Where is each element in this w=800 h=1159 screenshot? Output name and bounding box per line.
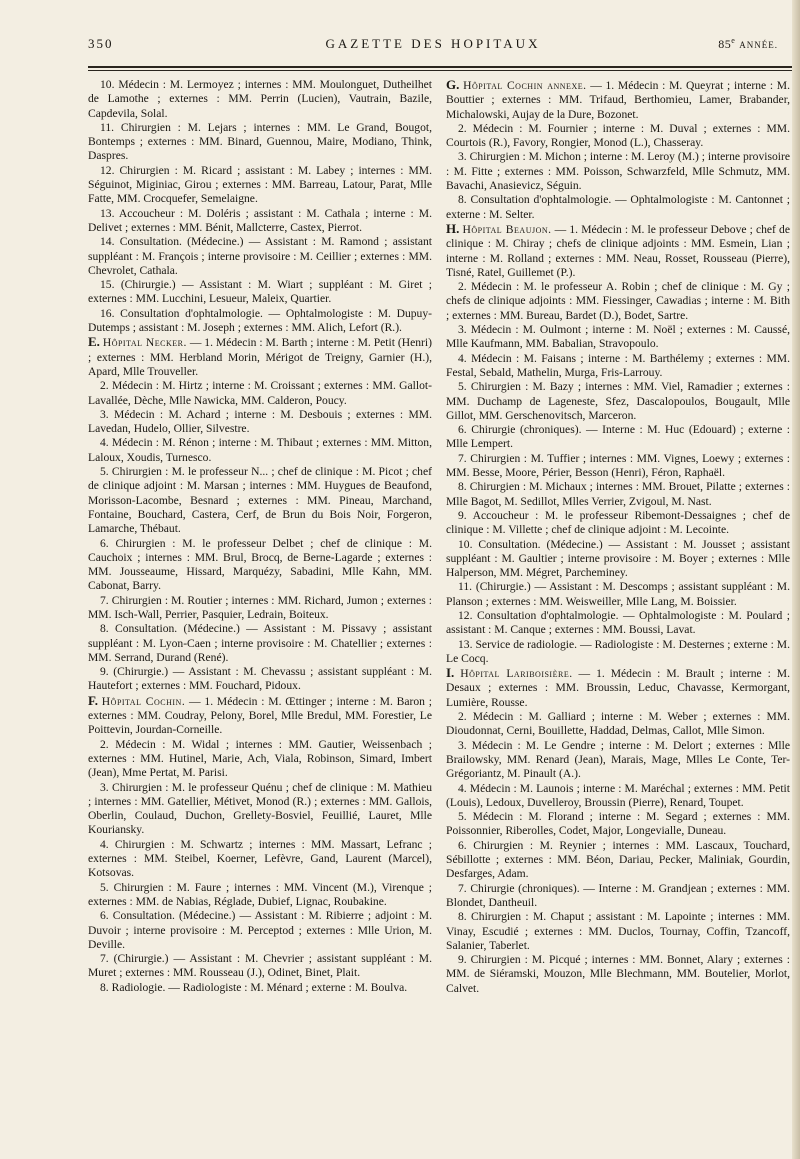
- service-entry: 16. Consultation d'ophtalmologie. — Ophtalmologiste : M. Dupuy-Dutemps ; assistant : M. Joseph ; externes : MM. Alich, Lefort (R.).: [88, 306, 432, 335]
- service-entry: 7. (Chirurgie.) — Assistant : M. Chevrier ; assistant suppléant : M. Muret ; externes : MM. Rousseau (J.), Odinet, Binet, Plait.: [88, 952, 432, 980]
- service-entry: 5. Médecin : M. Florand ; interne : M. Segard ; externes : MM. Poissonnier, Riberolles, Codet, Major, Longevialle, Duneau.: [446, 810, 790, 838]
- service-entry: 9. Accoucheur : M. le professeur Ribemont-Dessaignes ; chef de clinique : M. Villette ; chef de clinique adjoint : M. Lecointe.: [446, 508, 790, 537]
- year-word: ANNÉE.: [739, 40, 778, 50]
- service-entry: 2. Médecin : M. Widal ; internes : MM. Gautier, Weissenbach ; externes : MM. Hutinel, Marie, Ach, Viala, Robinson, Simard, Imbert (Jean), Mme Pertat, M. Parisi.: [88, 737, 432, 780]
- hospital-name: Hôpital Cochin annexe.: [463, 79, 587, 92]
- service-entry: 12. Chirurgien : M. Ricard ; assistant : M. Labey ; internes : MM. Séguinot, Miginiac, Girou ; externes : MM. Barreau, Latour, Parat, Mlle Fatte, MM. Crocquefer, Semelaigne.: [88, 163, 432, 206]
- service-entry: 4. Médecin : M. Launois ; interne : M. Maréchal ; externes : MM. Petit (Louis), Ledoux, Duvelleroy, Broussin (Pierre), Renard, Toupet.: [446, 781, 790, 809]
- page-header: [88, 36, 778, 56]
- hospital-name: Hôpital Lariboisière.: [460, 667, 573, 681]
- service-entry: 14. Consultation. (Médecine.) — Assistant : M. Ramond ; assistant suppléant : M. François ; interne provisoire : M. Ceillier ; externes : MM. Chevrolet, Cathala.: [88, 235, 432, 277]
- hospital-name: Hôpital Cochin.: [101, 694, 186, 708]
- service-entry: 3. Médecin : M. Achard ; interne : M. Desbouis ; externes : MM. Lavedan, Hudelo, Ollier, Silvestre.: [88, 407, 432, 436]
- service-entry: 5. Chirurgien : M. le professeur N... ; chef de clinique : M. Picot ; chef de clinique adjoint : M. Marsan ; internes : MM. Huygues de Beaufond, Morisson-Lacombe, Besnard ; externes : MM. Pineau, Marchand, Fontaine, Bouchard, Castera, Cerf, de Brun du Bois Noir, Forgeron, Lamarche, Thébaut.: [88, 465, 432, 536]
- service-text: — 1. Médecin : M. Barth ; interne : M. Petit (Henri) ; externes : MM. Herbland Morin, Mérigot de Treigny, Garnier (H.), Apard, Mlle Trouveller.: [88, 336, 432, 378]
- header-rule-thick: [88, 66, 793, 68]
- section-letter: I.: [446, 665, 455, 681]
- service-entry: 5. Chirurgien : M. Bazy ; internes : MM. Viel, Ramadier ; externes : MM. Duchamp de Lageneste, Sfez, Dascalopoulos, Bougault, Mlle Gillot, MM. Gerschenovitsch, Marceron.: [446, 380, 790, 422]
- service-entry: 10. Consultation. (Médecine.) — Assistant : M. Jousset ; assistant suppléant : M. Gaultier ; interne provisoire : M. Boyer ; externes : Mlle Halperson, MM. Mégret, Parcheminey.: [446, 537, 790, 580]
- service-entry: 6. Chirurgien : M. le professeur Delbet ; chef de clinique : M. Cauchoix ; internes : MM. Brul, Brocq, de Berne-Lagarde ; externes : MM. Jousseaume, Hissard, Marquézy, Sabadini, Mlle Kahn, MM. Cabonat, Barry.: [88, 536, 432, 593]
- service-entry: 2. Médecin : M. Hirtz ; interne : M. Croissant ; externes : MM. Gallot-Lavallée, Dèche, Mlle Nawicka, MM. Calderon, Poucy.: [88, 379, 432, 407]
- service-entry: 6. Chirurgie (chroniques). — Interne : M. Huc (Edouard) ; externe : Mlle Lempert.: [446, 423, 790, 451]
- service-entry: 13. Service de radiologie. — Radiologiste : M. Desternes ; externe : M. Le Cocq.: [446, 637, 790, 665]
- service-text: — 1. Médecin : M. Œttinger ; interne : M. Baron ; externes : MM. Coudray, Pelony, Borel, Mlle Bredul, MM. Forestier, Le Poittevin, Jourdan-Corneille.: [88, 694, 432, 737]
- service-entry: 4. Médecin : M. Faisans ; interne : M. Barthélemy ; externes : MM. Festal, Sebald, Mathelin, Murga, Fris-Larrouy.: [446, 351, 790, 379]
- section-letter: G.: [446, 77, 460, 92]
- service-entry: 2. Médecin : M. le professeur A. Robin ; chef de clinique : M. Gy ; chefs de clinique adjoints : MM. Fiessinger, Cawadias ; interne : M. Bith ; externes : MM. Bureau, Bardet (D.), Bodet, Sartre.: [446, 280, 790, 322]
- left-column: [88, 78, 432, 995]
- service-entry: 3. Chirurgien : M. Michon ; interne : M. Leroy (M.) ; interne provisoire : M. Fitte ; externes : MM. Poisson, Schwarzfeld, Mlle Schmutz, MM. Bavachi, Anasievicz, Séguin.: [446, 150, 790, 193]
- hospital-section-heading: [88, 694, 432, 738]
- service-text: — 1. Médecin : M. Queyrat ; interne : M. Bouttier ; externes : MM. Trifaud, Berthomieu, Lamer, Brabander, Michalowski, Aujay de la Dure, Bozonet.: [446, 79, 790, 121]
- hospital-section-heading: [446, 78, 790, 122]
- hospital-section-heading: [446, 666, 790, 710]
- service-entry: 8. Consultation. (Médecine.) — Assistant : M. Pissavy ; assistant suppléant : M. Lyon-Caen ; interne provisoire : M. Chatellier ; externes : MM. Serrand, Durand (René).: [88, 622, 432, 664]
- service-text: — 1. Médecin : M. le professeur Debove ; chef de clinique : M. Chiray ; chefs de clinique adjoints : MM. Esmein, Lian ; interne : M. Rolland ; externes : MM. Neau, Rosset, Rousseau (Pierre), Tisné, Ratel, Guillemet (P.).: [446, 222, 790, 279]
- page-number: 350: [88, 36, 114, 51]
- hospital-name: Hôpital Necker.: [102, 336, 187, 350]
- service-entry: 11. (Chirurgie.) — Assistant : M. Descomps ; assistant suppléant : M. Planson ; externes : MM. Weisweiller, Mlle Lang, M. Boissier.: [446, 580, 790, 608]
- service-entry: 13. Accoucheur : M. Doléris ; assistant : M. Cathala ; interne : M. Delivet ; externes : MM. Bénit, Mallcterre, Castex, Pierrot.: [88, 206, 432, 234]
- service-entry: 9. Chirurgien : M. Picqué ; internes : MM. Bonnet, Alary ; externes : MM. de Siéramski, Mouzon, Mlle Blechmann, MM. Boutelier, Morlot, Calvet.: [446, 953, 790, 995]
- service-entry: 7. Chirurgien : M. Routier ; internes : MM. Richard, Jumon ; externes : MM. Isch-Wall, Perrier, Pasquier, Ledrain, Boiteux.: [88, 593, 432, 621]
- publication-title: GAZETTE DES HOPITAUX: [325, 36, 541, 51]
- service-entry: 15. (Chirurgie.) — Assistant : M. Wiart ; suppléant : M. Giret ; externes : MM. Lucchini, Lesueur, Maleix, Quartier.: [88, 278, 432, 306]
- section-letter: H.: [446, 220, 460, 236]
- section-letter: F.: [88, 692, 98, 708]
- service-entry: 4. Médecin : M. Rénon ; interne : M. Thibaut ; externes : MM. Mitton, Laloux, Xoudis, Turnesco.: [88, 436, 432, 464]
- service-entry: 7. Chirurgien : M. Tuffier ; internes : MM. Vignes, Loewy ; externes : MM. Besse, Moore, Périer, Besson (Henri), Féron, Raphaël.: [446, 451, 790, 480]
- service-entry: 6. Chirurgien : M. Reynier ; internes : MM. Lascaux, Touchard, Sébillotte ; externes : MM. Béon, Dariau, Pecker, Maliniak, Gourdin, Desfarges, Adam.: [446, 838, 790, 881]
- service-text: — 1. Médecin : M. Brault ; interne : M. Desaux ; externes : MM. Broussin, Leduc, Chavasse, Kermorgant, Lumière, Rousse.: [446, 667, 790, 709]
- service-entry: 12. Consultation d'ophtalmologie. — Ophtalmologiste : M. Poulard ; assistant : M. Canque ; externes : MM. Boussi, Lavat.: [446, 608, 790, 637]
- service-entry: 3. Chirurgien : M. le professeur Quénu ; chef de clinique : M. Mathieu ; internes : MM. Gatellier, Métivet, Monod (R.) ; externes : MM. Gallois, Oberlin, Coulaud, Duchon, Grellety-Bosviel, Feuillié, Lauret, Mlle Kouriansky.: [88, 780, 432, 837]
- service-entry: 4. Chirurgien : M. Schwartz ; internes : MM. Massart, Lefranc ; externes : MM. Steibel, Koerner, Lefèvre, Gand, Laurent (Marcel), Kotsovas.: [88, 837, 432, 880]
- service-entry: 8. Chirurgien : M. Michaux ; internes : MM. Brouet, Pilatte ; externes : Mlle Bagot, M. Sedillot, Mlles Verrier, Zvigoul, M. Nast.: [446, 480, 790, 508]
- service-entry: 2. Médecin : M. Fournier ; interne : M. Duval ; externes : MM. Courtois (R.), Favory, Rongier, Monod (L.), Chasseray.: [446, 121, 790, 150]
- service-entry: 8. Chirurgien : M. Chaput ; assistant : M. Lapointe ; internes : MM. Vinay, Escudié ; externes : MM. Duclos, Tournay, Coffin, Tzancoff, Salanier, Taberlet.: [446, 910, 790, 952]
- section-letter: E.: [88, 334, 100, 350]
- year-number: 85: [718, 37, 732, 51]
- service-entry: 10. Médecin : M. Lermoyez ; internes : MM. Moulonguet, Dutheilhet de Lamothe ; externes : MM. Perrin (Lucien), Vautrain, Bazile, Capdevila, Solal.: [88, 78, 432, 120]
- service-entry: 6. Consultation. (Médecine.) — Assistant : M. Ribierre ; adjoint : M. Duvoir ; interne provisoire : M. Perceptod ; externes : Mlle Urion, M. Deville.: [88, 909, 432, 951]
- service-entry: 8. Consultation d'ophtalmologie. — Ophtalmologiste : M. Cantonnet ; externe : M. Selter.: [446, 193, 790, 221]
- service-entry: 8. Radiologie. — Radiologiste : M. Ménard ; externe : M. Boulva.: [100, 980, 408, 994]
- hospital-section-heading: [446, 222, 790, 280]
- right-column: [446, 78, 790, 996]
- page-edge: [792, 0, 800, 1159]
- year-label: [718, 36, 778, 52]
- service-entry: 11. Chirurgien : M. Lejars ; internes : MM. Le Grand, Bougot, Bontemps ; externes : MM. Binard, Guennou, Maire, Modiano, Think, Daspres.: [88, 120, 432, 163]
- service-entry: 2. Médecin : M. Galliard ; interne : M. Weber ; externes : MM. Dioudonnat, Cerni, Bouillette, Haddad, Delmas, Callot, Mlle Simon.: [446, 710, 790, 738]
- service-entry: 5. Chirurgien : M. Faure ; internes : MM. Vincent (M.), Virenque ; externes : MM. de Nabias, Réglade, Dubief, Lignac, Roubakine.: [88, 880, 432, 908]
- service-entry: 3. Médecin : M. Oulmont ; interne : M. Noël ; externes : M. Caussé, Mlle Kaufmann, MM. Babalian, Stravopoulo.: [446, 323, 790, 351]
- hospital-name: Hôpital Beaujon.: [462, 222, 552, 236]
- header-rule-thin: [88, 70, 793, 71]
- service-entry: 7. Chirurgie (chroniques). — Interne : M. Grandjean ; externes : MM. Blondet, Dantheuil.: [446, 881, 790, 909]
- service-entry: 3. Médecin : M. Le Gendre ; interne : M. Delort ; externes : Mlle Brailowsky, MM. Renard (Jean), Marais, Mage, Mlles Le Conte, Ter-Grégoriantz, M. Pinault (A.).: [446, 738, 790, 781]
- hospital-section-heading: [88, 335, 432, 379]
- service-entry: 9. (Chirurgie.) — Assistant : M. Chevassu ; assistant suppléant : M. Hautefort ; externes : MM. Fouchard, Pidoux.: [88, 665, 432, 693]
- year-superscript: e: [731, 36, 736, 45]
